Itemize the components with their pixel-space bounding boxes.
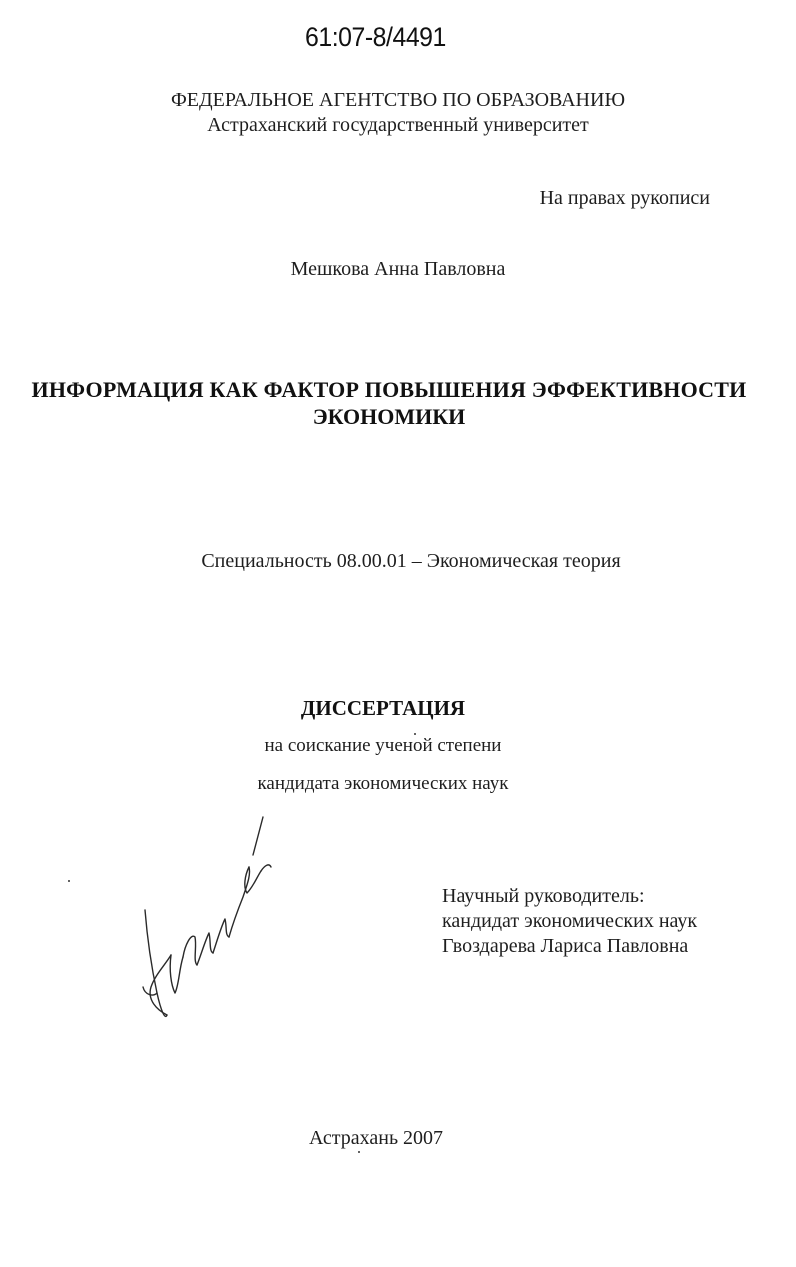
supervisor-name: Гвоздарева Лариса Павловна [442,935,689,957]
specialty-line: Специальность 08.00.01 – Экономическая теория [201,550,621,572]
manuscript-notice: На правах рукописи [539,187,710,209]
supervisor-label: Научный руководитель: [442,885,645,907]
thesis-title-line-2: ЭКОНОМИКИ [312,404,466,429]
university-name: Астраханский государственный университет [207,114,589,136]
agency-name: ФЕДЕРАЛЬНОЕ АГЕНТСТВО ПО ОБРАЗОВАНИЮ [170,89,625,111]
city-year: Астрахань 2007 [308,1127,444,1149]
scan-speck [68,880,70,882]
supervisor-degree: кандидат экономических наук [442,910,698,932]
scan-speck [358,1151,360,1153]
thesis-title-line-1: ИНФОРМАЦИЯ КАК ФАКТОР ПОВЫШЕНИЯ ЭФФЕКТИВНОСТИ [31,377,747,402]
supervisor-block [442,884,697,959]
document-type: ДИССЕРТАЦИЯ [300,696,466,720]
catalog-number: 61:07-8/4491 [305,22,446,52]
degree-line-2: кандидата экономических наук [257,773,509,794]
degree-line-1: на соискание ученой степени [264,735,502,756]
author-name: Мешкова Анна Павловна [290,258,506,280]
scan-speck [414,733,416,735]
handwritten-signature [135,815,285,1030]
